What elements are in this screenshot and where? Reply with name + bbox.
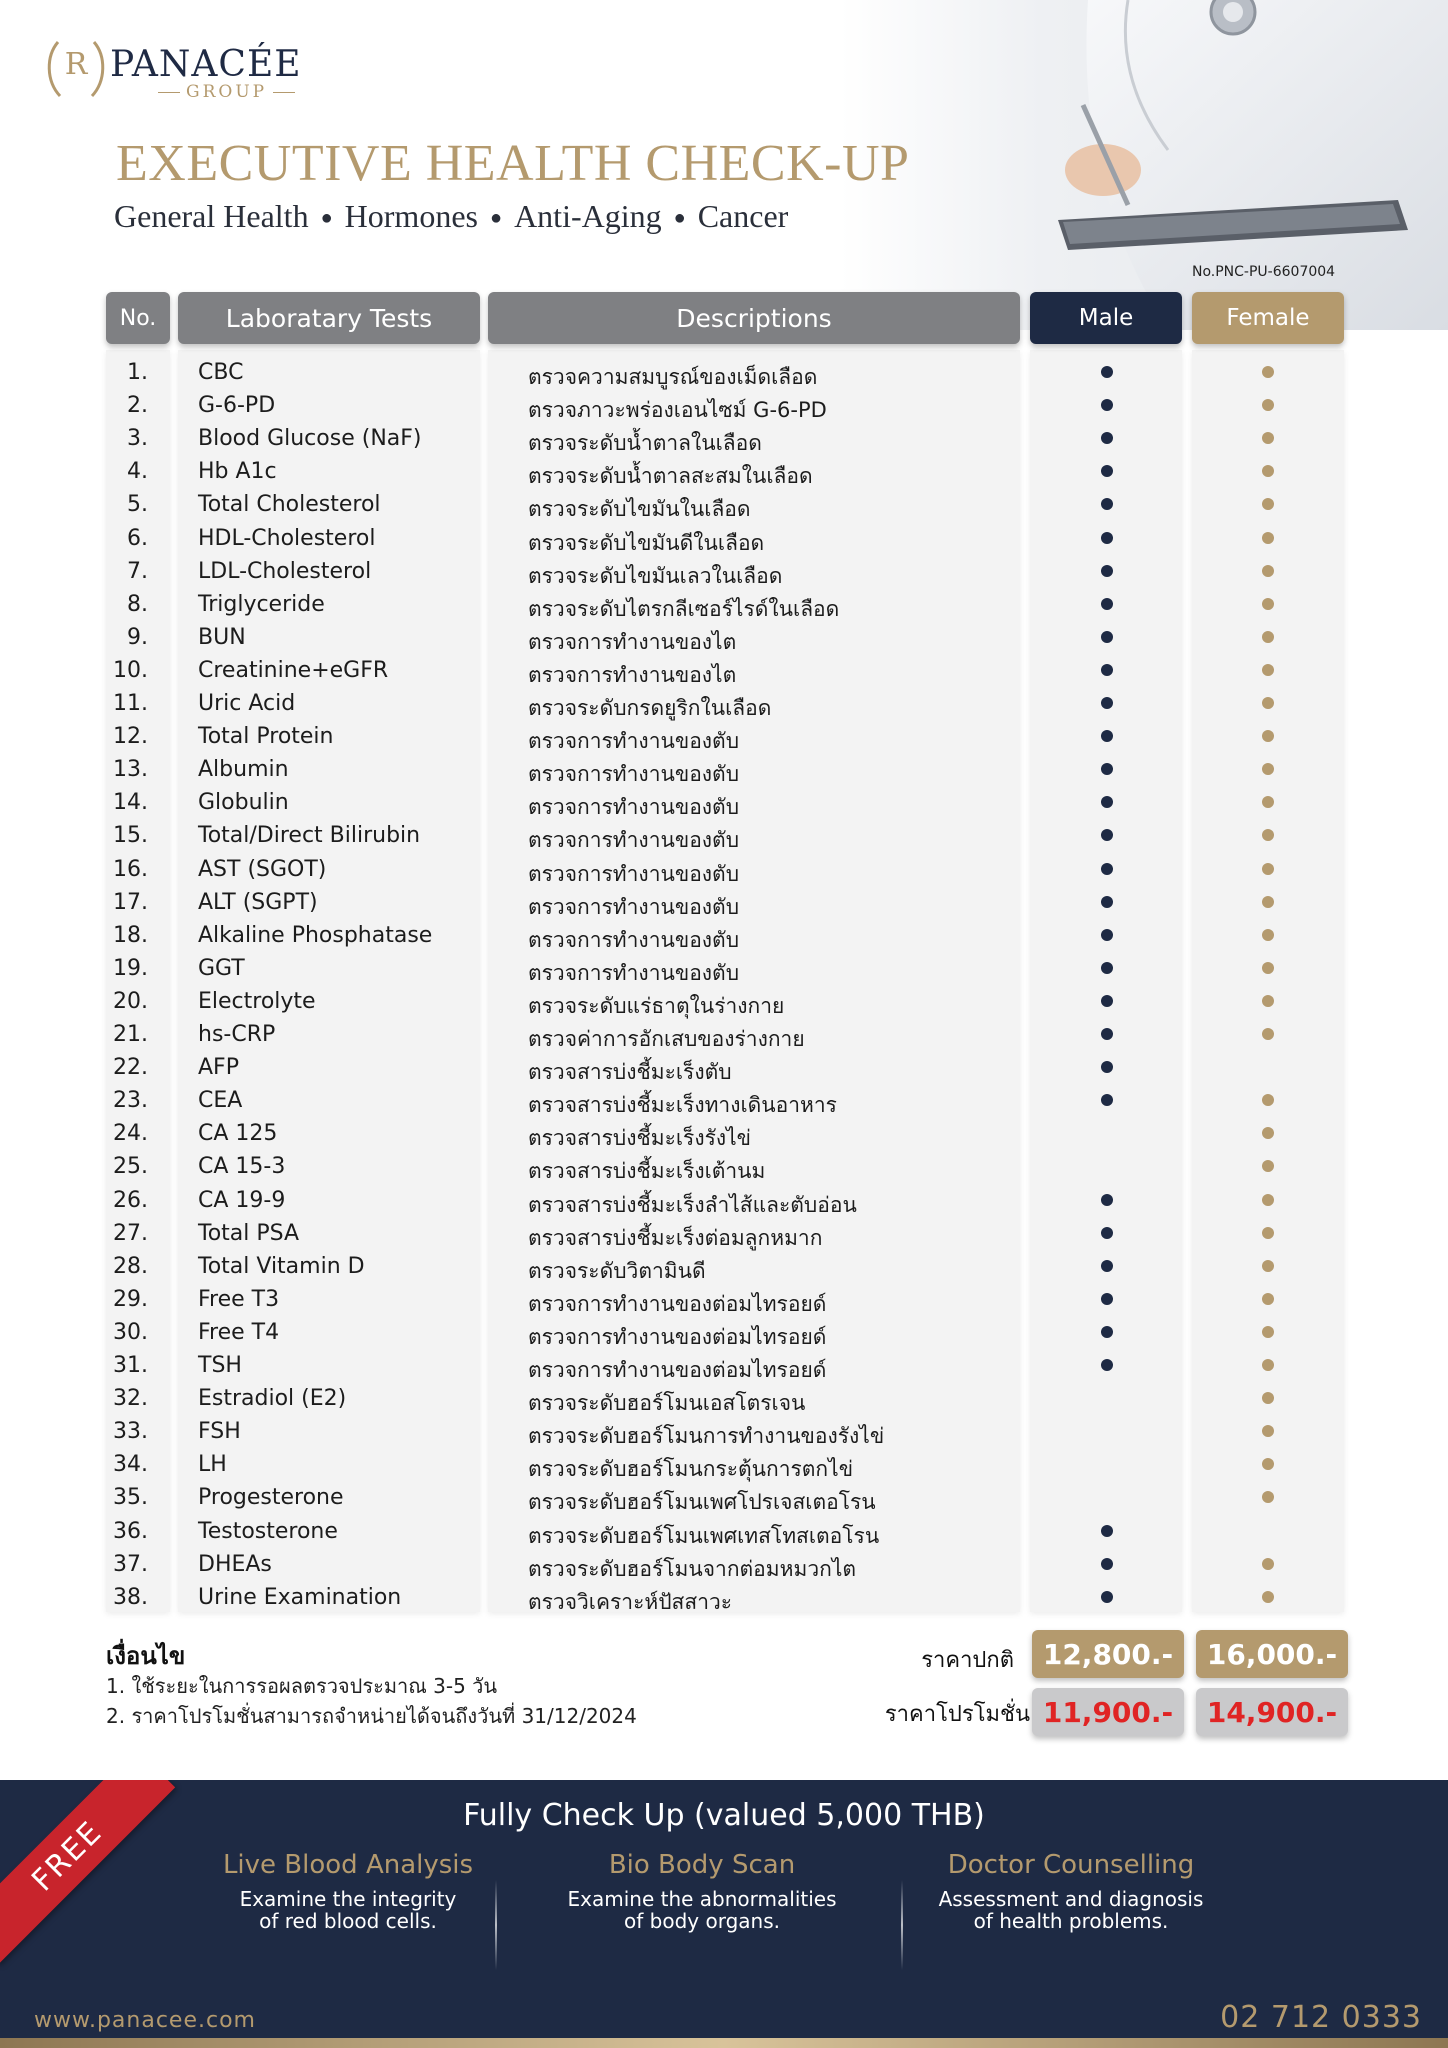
row-number: 20. bbox=[113, 988, 148, 1014]
svg-text:R: R bbox=[64, 47, 88, 82]
male-included-dot-icon bbox=[1101, 1525, 1113, 1537]
divider bbox=[901, 1880, 903, 1970]
row-number: 38. bbox=[113, 1584, 148, 1610]
gold-bottom-bar bbox=[0, 2038, 1448, 2048]
row-number: 29. bbox=[113, 1286, 148, 1312]
female-included-dot-icon bbox=[1262, 598, 1274, 610]
table-row bbox=[0, 1548, 1448, 1581]
row-number: 15. bbox=[113, 823, 148, 849]
test-description: ตรวจการทำงานของต่อมไทรอยด์ bbox=[528, 1324, 827, 1349]
subtitle-separator: ● bbox=[320, 207, 333, 229]
male-included-dot-icon bbox=[1101, 1326, 1113, 1338]
male-included-dot-icon bbox=[1101, 896, 1113, 908]
test-description: ตรวจการทำงานของตับ bbox=[528, 795, 740, 820]
page-title: EXECUTIVE HEALTH CHECK-UP bbox=[116, 135, 910, 192]
row-number: 22. bbox=[113, 1055, 148, 1081]
table-row bbox=[0, 1283, 1448, 1316]
brand-group: GROUP bbox=[152, 82, 301, 102]
row-number: 36. bbox=[113, 1518, 148, 1544]
lab-test-name: Blood Glucose (NaF) bbox=[198, 426, 422, 452]
female-included-dot-icon bbox=[1262, 1028, 1274, 1040]
row-number: 2. bbox=[127, 393, 148, 419]
brand-name: PANACÉE bbox=[110, 44, 302, 85]
table-row bbox=[0, 621, 1448, 654]
row-number: 10. bbox=[113, 657, 148, 683]
test-description: ตรวจสารบ่งชี้มะเร็งตับ bbox=[528, 1060, 732, 1085]
lab-test-name: GGT bbox=[198, 955, 245, 981]
male-included-dot-icon bbox=[1101, 1194, 1113, 1206]
header-laboratory-tests: Laboratary Tests bbox=[178, 292, 480, 344]
feature-title: Doctor Counselling bbox=[947, 1850, 1195, 1880]
lab-test-name: LDL-Cholesterol bbox=[198, 558, 372, 584]
male-included-dot-icon bbox=[1101, 1558, 1113, 1570]
lab-test-name: Testosterone bbox=[198, 1518, 338, 1544]
male-included-dot-icon bbox=[1101, 1260, 1113, 1272]
male-included-dot-icon bbox=[1101, 1359, 1113, 1371]
test-description: ตรวจระดับฮอร์โมนจากต่อมหมวกไต bbox=[528, 1556, 857, 1581]
lab-test-name: CEA bbox=[198, 1088, 243, 1114]
row-number: 8. bbox=[127, 591, 148, 617]
row-number: 34. bbox=[113, 1452, 148, 1478]
lab-test-name: Total Cholesterol bbox=[198, 492, 381, 518]
male-included-dot-icon bbox=[1101, 1591, 1113, 1603]
table-row bbox=[0, 522, 1448, 555]
table-row bbox=[0, 753, 1448, 786]
female-included-dot-icon bbox=[1262, 1392, 1274, 1404]
condition-item: 2. ราคาโปรโมชั่นสามารถจำหน่ายได้จนถึงวันที่ 31/12/2024 bbox=[106, 1704, 637, 1728]
female-included-dot-icon bbox=[1262, 697, 1274, 709]
female-included-dot-icon bbox=[1262, 962, 1274, 974]
header-female: Female bbox=[1192, 292, 1344, 344]
male-included-dot-icon bbox=[1101, 565, 1113, 577]
lab-test-name: Estradiol (E2) bbox=[198, 1386, 347, 1412]
table-row bbox=[0, 786, 1448, 819]
male-normal-price: 12,800.- bbox=[1032, 1630, 1184, 1678]
lab-test-name: CA 125 bbox=[198, 1121, 278, 1147]
test-description: ตรวจการทำงานของต่อมไทรอยด์ bbox=[528, 1291, 827, 1316]
test-description: ตรวจระดับไขมันดีในเลือด bbox=[528, 530, 765, 555]
male-included-dot-icon bbox=[1101, 366, 1113, 378]
lab-test-name: Globulin bbox=[198, 790, 289, 816]
test-description: ตรวจสารบ่งชี้มะเร็งทางเดินอาหาร bbox=[528, 1093, 837, 1118]
male-included-dot-icon bbox=[1101, 532, 1113, 544]
female-included-dot-icon bbox=[1262, 1326, 1274, 1338]
row-number: 13. bbox=[113, 757, 148, 783]
test-description: ตรวจการทำงานของตับ bbox=[528, 729, 740, 754]
female-included-dot-icon bbox=[1262, 763, 1274, 775]
male-included-dot-icon bbox=[1101, 863, 1113, 875]
test-description: ตรวจระดับน้ำตาลสะสมในเลือด bbox=[528, 464, 813, 489]
header-descriptions: Descriptions bbox=[488, 292, 1020, 344]
table-row bbox=[0, 1382, 1448, 1415]
feature-live-blood-analysis bbox=[183, 1850, 513, 1932]
male-included-dot-icon bbox=[1101, 631, 1113, 643]
test-description: ตรวจระดับแร่ธาตุในร่างกาย bbox=[528, 993, 785, 1018]
row-number: 19. bbox=[113, 955, 148, 981]
lab-test-name: CA 15-3 bbox=[198, 1154, 286, 1180]
test-description: ตรวจระดับน้ำตาลในเลือด bbox=[528, 431, 762, 456]
row-number: 3. bbox=[127, 426, 148, 452]
lab-test-name: Uric Acid bbox=[198, 691, 296, 716]
test-description: ตรวจสารบ่งชี้มะเร็งต่อมลูกหมาก bbox=[528, 1225, 823, 1250]
male-included-dot-icon bbox=[1101, 829, 1113, 841]
test-description: ตรวจการทำงานของตับ bbox=[528, 960, 740, 985]
table-row bbox=[0, 455, 1448, 488]
female-included-dot-icon bbox=[1262, 565, 1274, 577]
table-row bbox=[0, 720, 1448, 753]
subtitle-part: General Health bbox=[114, 198, 309, 234]
male-included-dot-icon bbox=[1101, 465, 1113, 477]
feature-description: Assessment and diagnosis of health problems. bbox=[938, 1887, 1204, 1933]
female-included-dot-icon bbox=[1262, 896, 1274, 908]
lab-test-name: FSH bbox=[198, 1419, 241, 1445]
row-number: 37. bbox=[113, 1551, 148, 1577]
female-normal-price: 16,000.- bbox=[1196, 1630, 1348, 1678]
table-row bbox=[0, 422, 1448, 455]
female-included-dot-icon bbox=[1262, 1194, 1274, 1206]
divider bbox=[495, 1880, 497, 1970]
lab-test-name: Total Vitamin D bbox=[198, 1253, 365, 1279]
lab-test-name: Triglyceride bbox=[198, 591, 325, 617]
table-row bbox=[0, 1581, 1448, 1614]
female-included-dot-icon bbox=[1262, 631, 1274, 643]
lab-test-name: Total PSA bbox=[198, 1220, 300, 1246]
female-included-dot-icon bbox=[1262, 1293, 1274, 1305]
footer-banner bbox=[0, 1780, 1448, 2048]
lab-test-name: BUN bbox=[198, 624, 246, 650]
table-row bbox=[0, 1150, 1448, 1183]
table-row bbox=[0, 985, 1448, 1018]
male-included-dot-icon bbox=[1101, 598, 1113, 610]
lab-test-name: CBC bbox=[198, 360, 244, 385]
row-number: 26. bbox=[113, 1187, 148, 1213]
lab-test-name: G-6-PD bbox=[198, 393, 276, 419]
female-included-dot-icon bbox=[1262, 1425, 1274, 1437]
row-number: 17. bbox=[113, 889, 148, 915]
lab-test-name: Free T3 bbox=[198, 1286, 280, 1312]
male-included-dot-icon bbox=[1101, 1094, 1113, 1106]
test-description: ตรวจการทำงานของตับ bbox=[528, 927, 740, 952]
female-included-dot-icon bbox=[1262, 432, 1274, 444]
lab-test-name: LH bbox=[198, 1452, 227, 1478]
female-included-dot-icon bbox=[1262, 796, 1274, 808]
lab-test-name: CA 19-9 bbox=[198, 1187, 286, 1213]
male-included-dot-icon bbox=[1101, 498, 1113, 510]
subtitle-part: Anti-Aging bbox=[514, 198, 662, 234]
lab-test-name: HDL-Cholesterol bbox=[198, 525, 376, 551]
table-row bbox=[0, 1051, 1448, 1084]
female-included-dot-icon bbox=[1262, 399, 1274, 411]
table-row bbox=[0, 919, 1448, 952]
male-included-dot-icon bbox=[1101, 432, 1113, 444]
lab-test-name: hs-CRP bbox=[198, 1022, 276, 1047]
table-row bbox=[0, 687, 1448, 720]
test-description: ตรวจการทำงานของตับ bbox=[528, 762, 740, 787]
header-no: No. bbox=[106, 292, 170, 344]
female-included-dot-icon bbox=[1262, 1359, 1274, 1371]
table-row bbox=[0, 1481, 1448, 1514]
row-number: 21. bbox=[113, 1022, 148, 1047]
female-included-dot-icon bbox=[1262, 366, 1274, 378]
table-row bbox=[0, 1217, 1448, 1250]
subtitle-part: Cancer bbox=[697, 198, 789, 234]
page-subtitle bbox=[114, 198, 788, 235]
male-included-dot-icon bbox=[1101, 1227, 1113, 1239]
row-number: 31. bbox=[113, 1353, 148, 1378]
male-promo-price: 11,900.- bbox=[1032, 1688, 1184, 1736]
female-included-dot-icon bbox=[1262, 498, 1274, 510]
table-row bbox=[0, 1415, 1448, 1448]
subtitle-separator: ● bbox=[489, 207, 503, 229]
test-description: ตรวจระดับไขมันเลวในเลือด bbox=[528, 563, 783, 588]
table-row bbox=[0, 356, 1448, 389]
row-number: 24. bbox=[113, 1121, 148, 1147]
row-number: 18. bbox=[113, 922, 148, 948]
test-description: ตรวจระดับฮอร์โมนเพศเทสโทสเตอโรน bbox=[528, 1523, 880, 1548]
row-number: 35. bbox=[113, 1485, 148, 1511]
male-included-dot-icon bbox=[1101, 1028, 1113, 1040]
test-description: ตรวจระดับฮอร์โมนกระตุ้นการตกไข่ bbox=[528, 1457, 854, 1482]
lab-test-name: Hb A1c bbox=[198, 459, 277, 485]
test-description: ตรวจการทำงานของตับ bbox=[528, 861, 740, 886]
lab-test-name: TSH bbox=[198, 1353, 242, 1378]
lab-test-name: Alkaline Phosphatase bbox=[198, 922, 433, 948]
female-included-dot-icon bbox=[1262, 1591, 1274, 1603]
row-number: 33. bbox=[113, 1419, 148, 1445]
test-description: ตรวจการทำงานของไต bbox=[528, 629, 737, 654]
lab-test-name: Free T4 bbox=[198, 1319, 280, 1345]
female-included-dot-icon bbox=[1262, 664, 1274, 676]
feature-description: Examine the integrity of red blood cells. bbox=[239, 1887, 457, 1933]
row-number: 5. bbox=[127, 492, 148, 518]
table-row bbox=[0, 853, 1448, 886]
row-number: 30. bbox=[113, 1319, 148, 1345]
table-row bbox=[0, 1250, 1448, 1283]
male-included-dot-icon bbox=[1101, 763, 1113, 775]
table-row bbox=[0, 1117, 1448, 1150]
table-row bbox=[0, 488, 1448, 521]
conditions-title: เงื่อนไข bbox=[106, 1642, 186, 1670]
condition-item: 1. ใช้ระยะในการรอผลตรวจประมาณ 3-5 วัน bbox=[106, 1674, 498, 1698]
female-included-dot-icon bbox=[1262, 1127, 1274, 1139]
row-number: 14. bbox=[113, 790, 148, 816]
lab-test-name: Electrolyte bbox=[198, 988, 316, 1014]
table-row bbox=[0, 952, 1448, 985]
feature-title: Bio Body Scan bbox=[608, 1850, 796, 1880]
header-male: Male bbox=[1030, 292, 1182, 344]
table-row bbox=[0, 588, 1448, 621]
male-included-dot-icon bbox=[1101, 929, 1113, 941]
test-description: ตรวจระดับฮอร์โมนการทำงานของรังไข่ bbox=[528, 1424, 885, 1449]
female-included-dot-icon bbox=[1262, 1491, 1274, 1503]
test-description: ตรวจระดับไตรกลีเซอร์ไรด์ในเลือด bbox=[528, 596, 840, 621]
row-number: 1. bbox=[127, 360, 148, 385]
table-row bbox=[0, 1316, 1448, 1349]
male-included-dot-icon bbox=[1101, 1061, 1113, 1073]
test-description: ตรวจการทำงานของไต bbox=[528, 662, 737, 687]
phone-number[interactable]: 02 712 0333 bbox=[1220, 2000, 1422, 2035]
table-row bbox=[0, 555, 1448, 588]
lab-test-name: Urine Examination bbox=[198, 1584, 402, 1610]
female-included-dot-icon bbox=[1262, 829, 1274, 841]
male-included-dot-icon bbox=[1101, 995, 1113, 1007]
test-description: ตรวจระดับฮอร์โมนเพศโปรเจสเตอโรน bbox=[528, 1490, 876, 1515]
feature-title: Live Blood Analysis bbox=[222, 1850, 474, 1880]
test-description: ตรวจค่าการอักเสบของร่างกาย bbox=[528, 1027, 805, 1051]
female-included-dot-icon bbox=[1262, 1160, 1274, 1172]
subtitle-part: Hormones bbox=[344, 198, 478, 234]
promo-price-label: ราคาโปรโมชั่น bbox=[884, 1702, 1030, 1727]
test-description: ตรวจความสมบูรณ์ของเม็ดเลือด bbox=[528, 365, 818, 389]
female-included-dot-icon bbox=[1262, 1094, 1274, 1106]
row-number: 28. bbox=[113, 1253, 148, 1279]
lab-test-name: DHEAs bbox=[198, 1551, 272, 1577]
feature-doctor-counselling bbox=[906, 1850, 1236, 1932]
row-number: 32. bbox=[113, 1386, 148, 1412]
lab-test-name: Albumin bbox=[198, 757, 289, 783]
lab-test-name: Total/Direct Bilirubin bbox=[198, 823, 421, 849]
lab-test-name: AFP bbox=[198, 1055, 239, 1081]
test-description: ตรวจภาวะพร่องเอนไซม์ G-6-PD bbox=[528, 398, 827, 423]
table-row bbox=[0, 1018, 1448, 1051]
test-description: ตรวจระดับวิตามินดี bbox=[528, 1258, 706, 1283]
row-number: 23. bbox=[113, 1088, 148, 1114]
test-description: ตรวจสารบ่งชี้มะเร็งรังไข่ bbox=[528, 1126, 752, 1151]
female-included-dot-icon bbox=[1262, 1558, 1274, 1570]
table-row bbox=[0, 1515, 1448, 1548]
female-promo-price: 14,900.- bbox=[1196, 1688, 1348, 1736]
test-description: ตรวจสารบ่งชี้มะเร็งลำไส้และตับอ่อน bbox=[528, 1192, 857, 1217]
lab-test-name: Creatinine+eGFR bbox=[198, 657, 389, 683]
test-description: ตรวจระดับฮอร์โมนเอสโตรเจน bbox=[528, 1391, 806, 1416]
row-number: 4. bbox=[127, 459, 148, 485]
female-included-dot-icon bbox=[1262, 1260, 1274, 1272]
test-description: ตรวจวิเคราะห์ปัสสาวะ bbox=[528, 1589, 733, 1614]
female-included-dot-icon bbox=[1262, 532, 1274, 544]
test-description: ตรวจระดับกรดยูริกในเลือด bbox=[528, 696, 772, 720]
table-row bbox=[0, 654, 1448, 687]
female-included-dot-icon bbox=[1262, 995, 1274, 1007]
female-included-dot-icon bbox=[1262, 465, 1274, 477]
female-included-dot-icon bbox=[1262, 1227, 1274, 1239]
feature-description: Examine the abnormalities of body organs. bbox=[567, 1887, 837, 1933]
free-checkup-title: Fully Check Up (valued 5,000 THB) bbox=[463, 1798, 985, 1833]
doctor-clipboard-illustration bbox=[968, 0, 1448, 330]
male-included-dot-icon bbox=[1101, 1293, 1113, 1305]
male-included-dot-icon bbox=[1101, 697, 1113, 709]
test-description: ตรวจการทำงานของตับ bbox=[528, 828, 740, 853]
free-ribbon: FREE bbox=[0, 1780, 175, 1964]
row-number: 12. bbox=[113, 724, 148, 750]
lab-test-name: AST (SGOT) bbox=[198, 856, 327, 882]
document-number: No.PNC-PU-6607004 bbox=[1192, 264, 1336, 280]
male-included-dot-icon bbox=[1101, 399, 1113, 411]
male-included-dot-icon bbox=[1101, 962, 1113, 974]
female-included-dot-icon bbox=[1262, 730, 1274, 742]
feature-bio-body-scan bbox=[537, 1850, 867, 1932]
lab-test-name: Total Protein bbox=[198, 724, 334, 750]
test-description: ตรวจระดับไขมันในเลือด bbox=[528, 497, 751, 522]
male-included-dot-icon bbox=[1101, 664, 1113, 676]
table-row bbox=[0, 1349, 1448, 1382]
row-number: 25. bbox=[113, 1154, 148, 1180]
table-row bbox=[0, 1448, 1448, 1481]
male-included-dot-icon bbox=[1101, 796, 1113, 808]
female-included-dot-icon bbox=[1262, 1458, 1274, 1470]
row-number: 11. bbox=[113, 691, 148, 716]
lab-test-name: Progesterone bbox=[198, 1485, 344, 1511]
female-included-dot-icon bbox=[1262, 929, 1274, 941]
row-number: 27. bbox=[113, 1220, 148, 1246]
table-row bbox=[0, 819, 1448, 852]
test-description: ตรวจการทำงานของต่อมไทรอยด์ bbox=[528, 1358, 827, 1382]
normal-price-label: ราคาปกติ bbox=[921, 1648, 1014, 1673]
row-number: 7. bbox=[127, 558, 148, 584]
table-row bbox=[0, 389, 1448, 422]
row-number: 16. bbox=[113, 856, 148, 882]
subtitle-separator: ● bbox=[673, 207, 686, 229]
row-number: 6. bbox=[127, 525, 148, 551]
test-description: ตรวจการทำงานของตับ bbox=[528, 894, 740, 919]
lab-test-name: ALT (SGPT) bbox=[198, 889, 318, 915]
website-link[interactable]: www.panacee.com bbox=[34, 2008, 256, 2033]
table-row bbox=[0, 1184, 1448, 1217]
row-number: 9. bbox=[127, 624, 148, 650]
female-included-dot-icon bbox=[1262, 863, 1274, 875]
male-included-dot-icon bbox=[1101, 730, 1113, 742]
test-description: ตรวจสารบ่งชี้มะเร็งเต้านม bbox=[528, 1159, 766, 1184]
table-row bbox=[0, 1084, 1448, 1117]
table-row bbox=[0, 886, 1448, 919]
